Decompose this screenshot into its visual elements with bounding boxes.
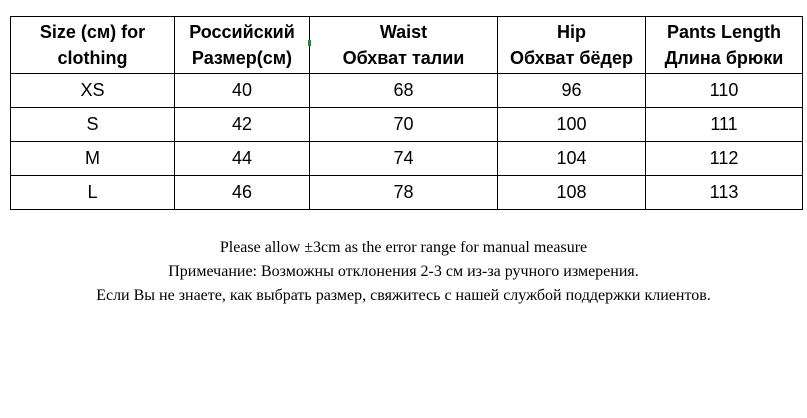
header-pants-length-line-2: Длина брюки [664,48,784,68]
table-row [11,176,803,210]
cell-pants-length: 110 [646,74,803,108]
note-error-range: Please allow ±3cm as the error range for manual measure [219,239,588,256]
header-waist-line-1: Waist [379,22,428,42]
cell-size: S [11,108,175,142]
cell-russian-size: 44 [175,142,310,176]
cell-hip: 108 [498,176,646,210]
cell-pants-length: 111 [646,108,803,142]
header-size [11,17,175,74]
table-row [11,142,803,176]
header-pants-length-line-1: Pants Length [666,22,781,42]
measurement-notes [0,236,807,308]
note-remark-ru: Примечание: Возможны отклонения 2-3 см из-за ручного измерения. [168,263,639,280]
header-russian-size-line-1: Российский [189,22,295,42]
cell-waist: 68 [310,74,498,108]
header-size-line-2: clothing [57,48,128,68]
header-waist [310,17,498,74]
cell-hip: 100 [498,108,646,142]
table-row [11,74,803,108]
header-russian-size-line-2: Размер(см) [191,48,293,68]
header-waist-line-2: Обхват талии [342,48,465,68]
cell-hip: 96 [498,74,646,108]
cell-pants-length: 113 [646,176,803,210]
cell-size: L [11,176,175,210]
cell-russian-size: 46 [175,176,310,210]
green-tick-mark [308,40,311,46]
header-russian-size [175,17,310,74]
cell-size: M [11,142,175,176]
size-chart-table [10,16,803,210]
cell-waist: 78 [310,176,498,210]
header-size-line-1: Size (см) for [39,22,146,42]
header-pants-length [646,17,803,74]
cell-russian-size: 42 [175,108,310,142]
header-row [11,17,803,74]
cell-hip: 104 [498,142,646,176]
note-contact-support-ru: Если Вы не знаете, как выбрать размер, свяжитесь с нашей службой поддержки клиентов. [96,287,711,304]
header-hip-line-2: Обхват бёдер [510,48,633,68]
cell-waist: 74 [310,142,498,176]
cell-size: XS [11,74,175,108]
cell-pants-length: 112 [646,142,803,176]
cell-russian-size: 40 [175,74,310,108]
cell-waist: 70 [310,108,498,142]
header-hip [498,17,646,74]
table-row [11,108,803,142]
header-hip-line-1: Hip [557,22,586,42]
